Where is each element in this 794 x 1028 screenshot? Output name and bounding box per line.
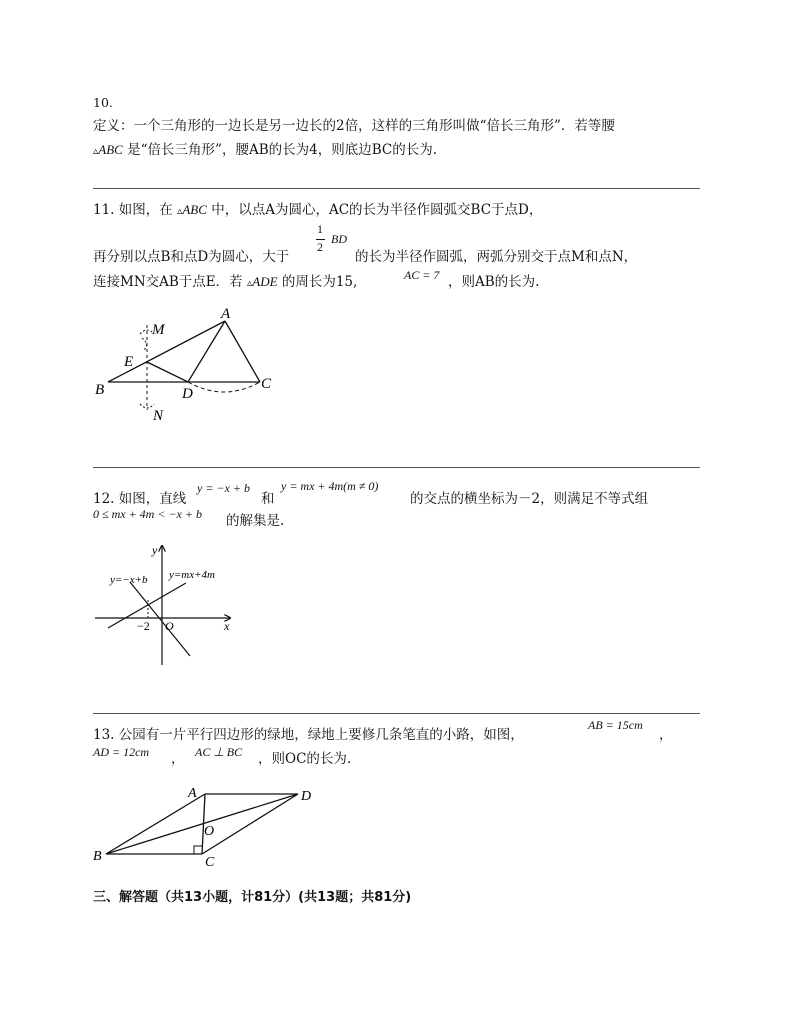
q12-line2-rest: 的解集是. xyxy=(226,513,285,529)
label-tick-minus-2: −2 xyxy=(137,619,150,633)
q11-triangle-name: ABC xyxy=(182,202,207,217)
side-ab xyxy=(106,794,205,854)
triangle-symbol: ▵ xyxy=(93,145,99,157)
q11-equation: AC = 7 xyxy=(404,268,440,282)
q13-eq2: AD = 12cm xyxy=(93,745,150,759)
q11-fraction-var: BD xyxy=(331,232,347,246)
q12-eq2: y = mx + 4m(m ≠ 0) xyxy=(281,479,379,493)
q10-line2-wrap xyxy=(93,138,437,158)
segment-ed xyxy=(147,362,188,382)
q11-line1 xyxy=(93,198,542,218)
q11-fraction-den: 2 xyxy=(317,240,323,254)
segment-ac xyxy=(225,321,260,382)
label-o: O xyxy=(204,824,215,839)
label-a: A xyxy=(221,306,231,322)
label-e: E xyxy=(124,354,134,370)
q13-eq1: AB = 15cm xyxy=(588,718,643,732)
q11-line2-b: 的长为半径作圆弧，两弧分别交于点M和点N， xyxy=(355,249,638,265)
q11-line3 xyxy=(93,270,357,290)
q11-line3-c: ，则AB的长为. xyxy=(448,274,540,290)
segment-ba xyxy=(108,321,225,382)
side-cd xyxy=(202,794,298,854)
divider-1 xyxy=(93,188,700,189)
label-y-axis: y xyxy=(152,543,158,557)
q10-triangle-name: ABC xyxy=(98,142,123,157)
label-n: N xyxy=(153,408,164,424)
q12-line1-rest: 的交点的横坐标为－2，则满足不等式组 xyxy=(410,491,649,507)
q13-line2-rest: ，则OC的长为. xyxy=(258,751,352,767)
q11-line1-rest: 中，以点A为圆心，AC的长为半径作圆弧交BC于点D， xyxy=(211,202,543,218)
q11-line2-a: 再分别以点B和点D为圆心，大于 xyxy=(93,249,290,265)
arc-dc xyxy=(188,382,260,392)
q11-fraction-num: 1 xyxy=(317,222,323,236)
triangle-symbol: ▵ xyxy=(177,205,183,217)
divider-3 xyxy=(93,713,700,714)
label-b: B xyxy=(93,849,102,864)
q12-figure xyxy=(90,540,240,670)
label-origin: O xyxy=(165,619,174,633)
q12-eq1: y = −x + b xyxy=(197,481,250,495)
q12-inequality: 0 ≤ mx + 4m < −x + b xyxy=(93,507,202,521)
q12-and: 和 xyxy=(261,491,275,507)
q13-eq3: AC ⊥ BC xyxy=(195,745,243,759)
q10-line1: 定义：一个三角形的一边长是另一边长的2倍，这样的三角形叫做“倍长三角形”．若等腰 xyxy=(93,118,615,134)
label-a: A xyxy=(188,786,197,801)
q11-number-text: 11. 如图，在 xyxy=(93,202,173,218)
q10-line2-text: 是“倍长三角形”，腰AB的长为4，则底边BC的长为. xyxy=(127,142,437,158)
label-line1: y=−x+b xyxy=(110,574,148,586)
label-b: B xyxy=(95,382,105,398)
label-d: D xyxy=(301,789,312,804)
label-line2: y=mx+4m xyxy=(169,569,215,581)
q13-comma2: ， xyxy=(171,751,185,767)
triangle-symbol: ▵ xyxy=(246,277,253,289)
section-heading: 三、解答题（共13小题，计81分）(共13题；共81分) xyxy=(93,890,412,905)
label-x-axis: x xyxy=(224,619,230,633)
label-d: D xyxy=(182,386,193,402)
q10-number: 10. xyxy=(93,95,113,110)
q13-figure xyxy=(90,778,330,868)
q11-triangle2-name: ADE xyxy=(252,274,278,289)
right-angle-mark xyxy=(194,846,202,854)
q11-line3-b: 的周长为15, xyxy=(281,274,358,290)
q12-number-text: 12. 如图，直线 xyxy=(93,491,187,507)
label-m: M xyxy=(152,322,165,338)
q13-line1-a: 13. 公园有一片平行四边形的绿地，绿地上要修几条笔直的小路，如图， xyxy=(93,727,524,743)
q11-figure xyxy=(90,300,290,425)
arc-m2 xyxy=(142,338,147,350)
q13-comma: ， xyxy=(659,727,673,743)
q11-line3-a: 连接MN交AB于点E．若 xyxy=(93,274,243,290)
divider-2 xyxy=(93,467,700,468)
label-c: C xyxy=(205,855,215,868)
label-c: C xyxy=(261,376,272,392)
